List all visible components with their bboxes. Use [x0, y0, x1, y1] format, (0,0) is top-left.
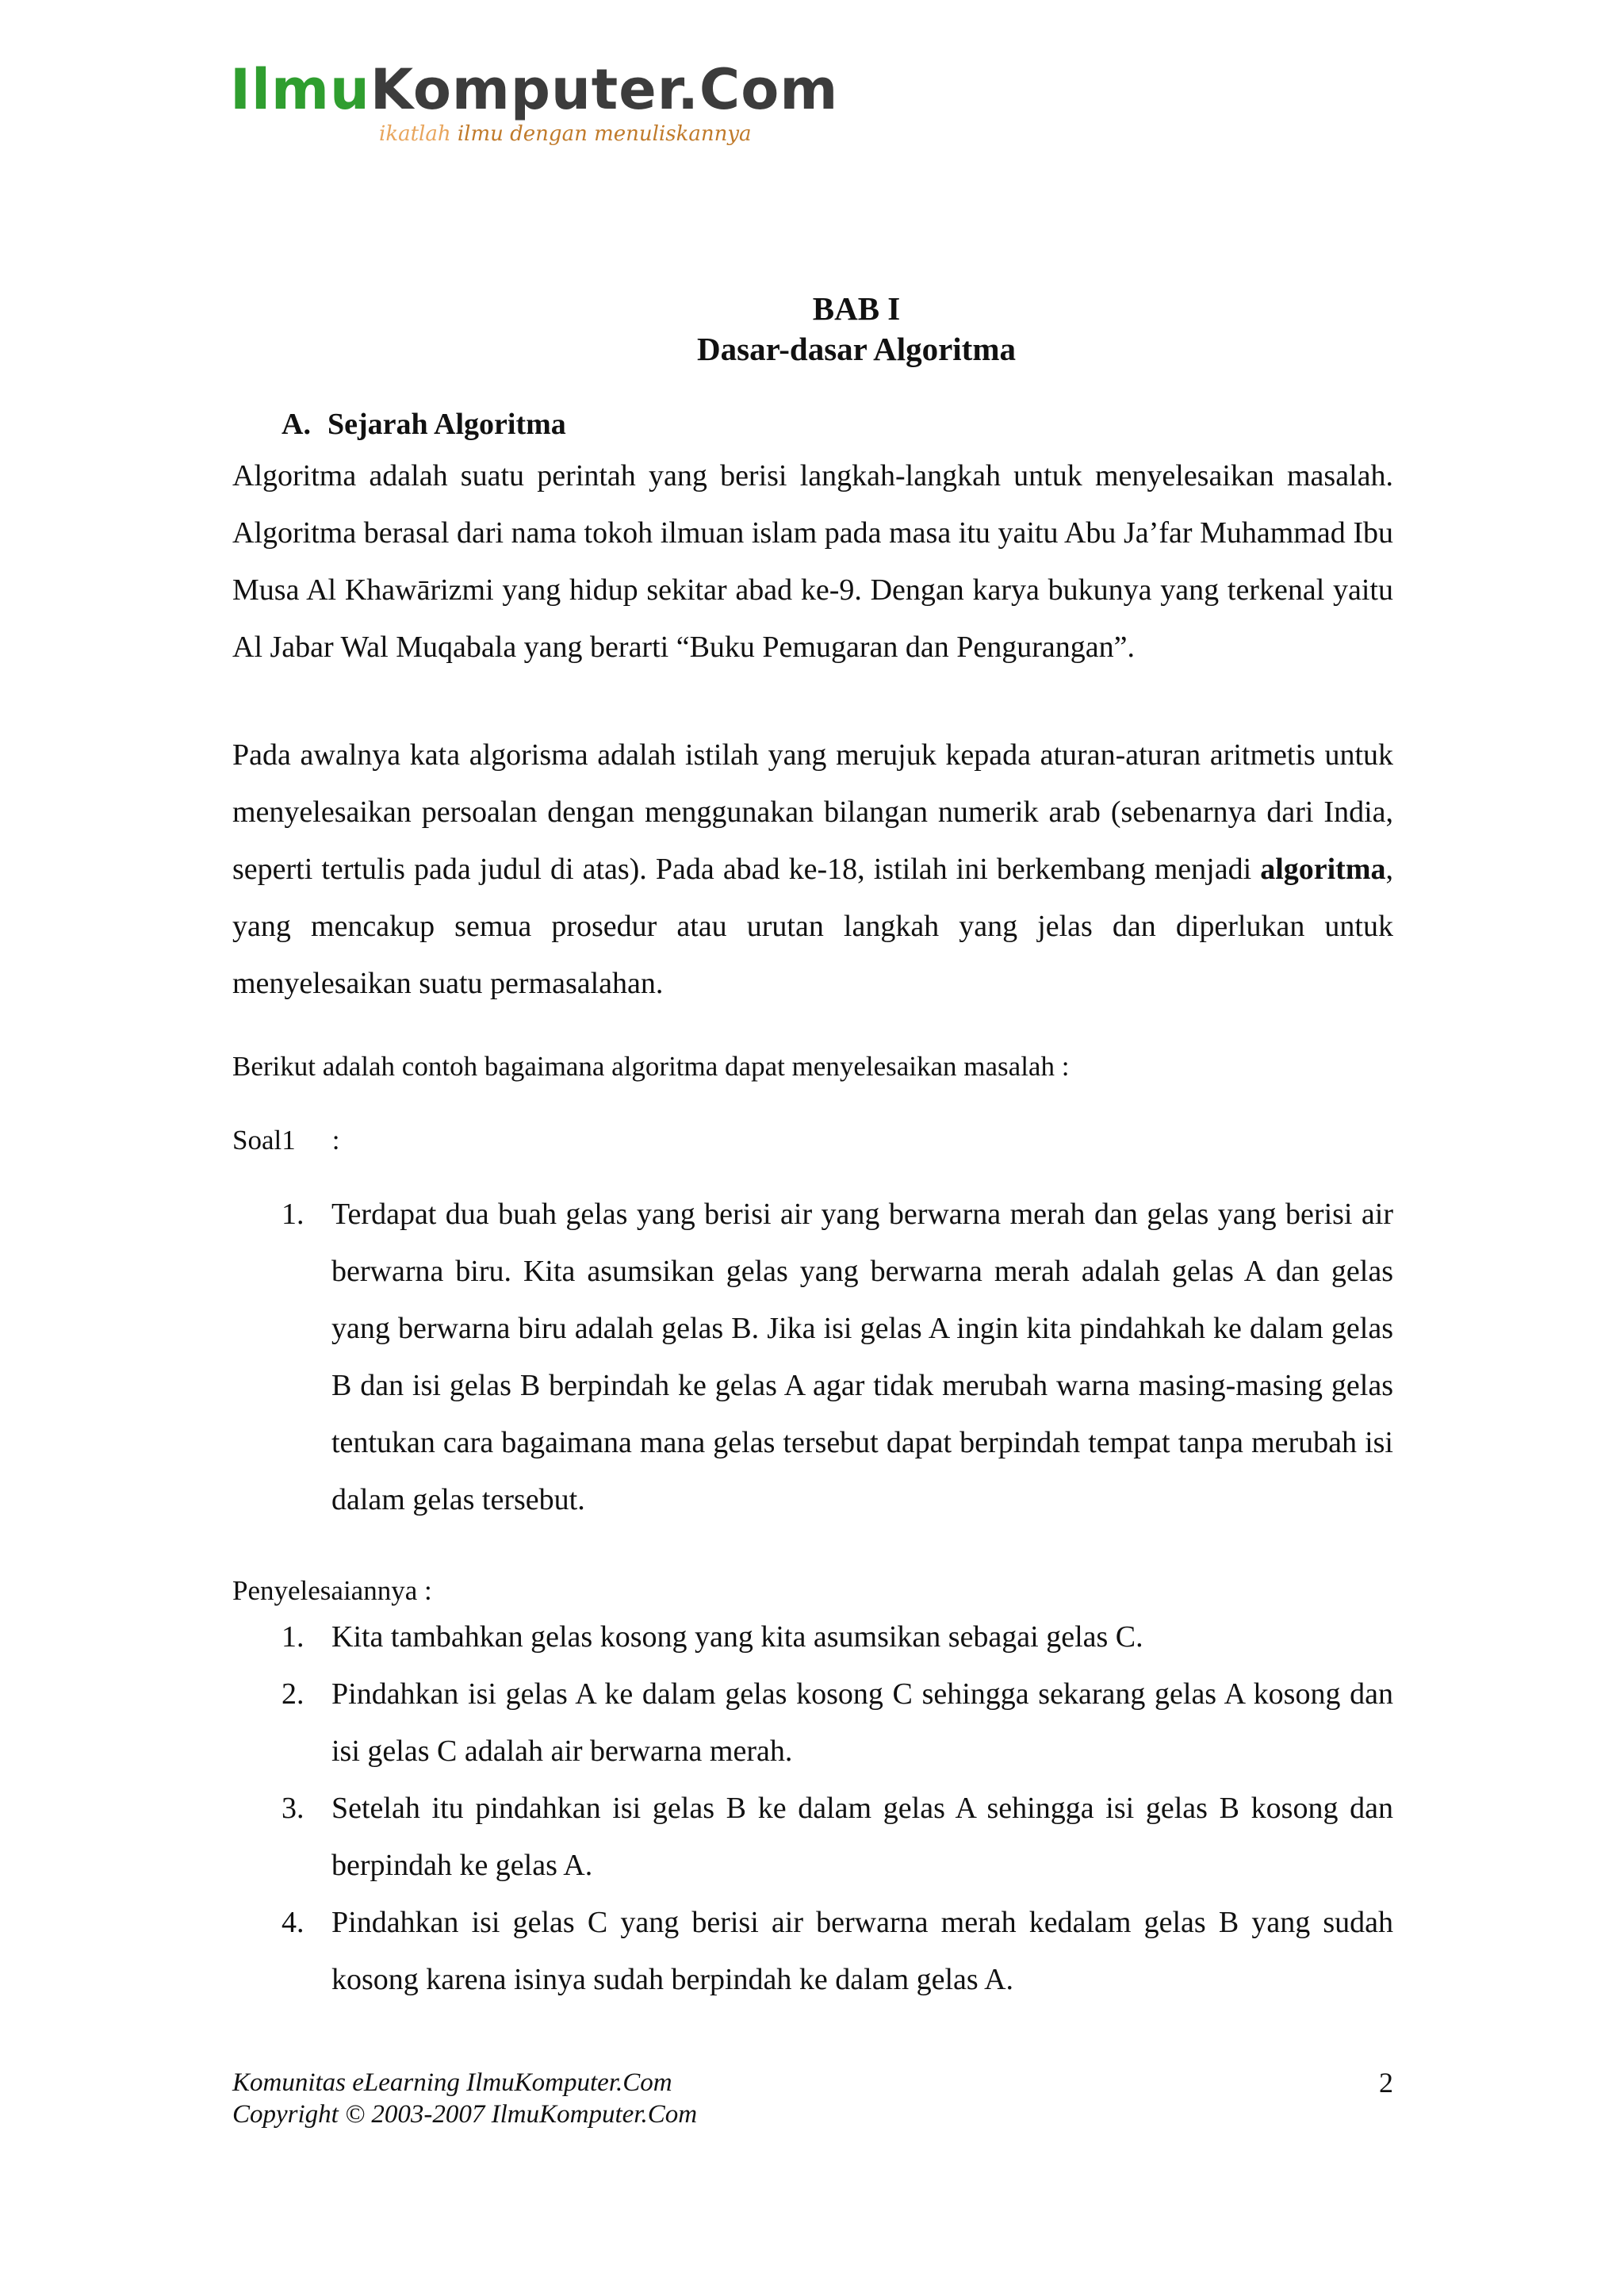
- list-item-text: Pindahkan isi gelas C yang berisi air berwarna merah kedalam gelas B yang sudah kosong karena isinya sudah berpindah ke dalam gelas A.: [331, 1906, 1393, 1997]
- chapter-heading: [232, 289, 1393, 370]
- paragraph-etymology-after: , yang mencakup semua prosedur atau urutan langkah yang jelas dan diperlukan untuk menyelesaikan suatu permasalahan.: [232, 852, 1393, 1000]
- list-item-text: Kita tambahkan gelas kosong yang kita asumsikan sebagai gelas C.: [331, 1620, 1143, 1654]
- list-item: [232, 1665, 1393, 1780]
- paragraph-history: Algoritma adalah suatu perintah yang berisi langkah-langkah untuk menyelesaikan masalah. Algoritma berasal dari nama tokoh ilmuan islam pada masa itu yaitu Abu Ja’far Muhammad Ibu Musa Al Khawārizmi yang hidup sekitar abad ke-9. Dengan karya bukunya yang terkenal yaitu Al Jabar Wal Muqabala yang berarti “Buku Pemugaran dan Pengurangan”.: [232, 458, 1393, 664]
- list-item-text: Pindahkan isi gelas A ke dalam gelas kosong C sehingga sekarang gelas A kosong dan isi gelas C adalah air berwarna merah.: [331, 1677, 1393, 1769]
- logo-wordmark-green: Ilmu: [230, 57, 370, 122]
- logo-wordmark: [230, 57, 839, 122]
- site-logo[interactable]: [230, 57, 839, 157]
- list-item-number: 1.: [282, 1197, 304, 1231]
- list-item-text: Setelah itu pindahkan isi gelas B ke dalam gelas A sehingga isi gelas B kosong dan berpindah ke gelas A.: [331, 1792, 1393, 1883]
- list-item: [232, 1894, 1393, 2008]
- logo-tagline: [379, 122, 752, 146]
- list-item: [232, 1780, 1393, 1894]
- page-footer: [232, 2067, 1393, 2130]
- paragraph-etymology-before: Pada awalnya kata algorisma adalah istilah yang merujuk kepada aturan-aturan aritmetis untuk menyelesaikan persoalan dengan menggunakan bilangan numerik arab (sebenarnya dari India, seperti tertulis pada judul di atas). Pada abad ke-18, istilah ini berkembang menjadi: [232, 738, 1393, 886]
- logo-tagline-part-a: ikatlah: [379, 122, 458, 146]
- list-item-number: 4.: [282, 1906, 304, 1940]
- document-body: [232, 289, 1393, 2008]
- chapter-title: Dasar-dasar Algoritma: [697, 331, 1016, 368]
- list-item: [232, 1608, 1393, 1665]
- page-number: 2: [1379, 2067, 1393, 2099]
- footer-copyright: Copyright © 2003-2007 IlmuKomputer.Com: [232, 2100, 698, 2129]
- paragraph-etymology: [232, 726, 1393, 1012]
- list-item-number: 3.: [282, 1792, 304, 1826]
- logo-tagline-part-b: ilmu dengan menuliskannya: [457, 122, 752, 146]
- list-item: [232, 1186, 1393, 1528]
- list-item-number: 1.: [282, 1620, 304, 1654]
- list-item-number: 2.: [282, 1677, 304, 1711]
- chapter-label: BAB I: [812, 290, 901, 327]
- section-heading: [282, 405, 1393, 444]
- section-title: Sejarah Algoritma: [327, 407, 566, 441]
- problem-label-text: Soal1: [232, 1125, 296, 1156]
- solution-label: Penyelesaiannya :: [232, 1574, 432, 1606]
- solution-list: [232, 1608, 1393, 2008]
- logo-wordmark-gray: Komputer.Com: [370, 57, 839, 122]
- list-item-text: Terdapat dua buah gelas yang berisi air yang berwarna merah dan gelas yang berisi air berwarna biru. Kita asumsikan gelas yang berwarna merah adalah gelas A dan gelas yang berwarna biru adalah gelas B. Jika isi gelas A ingin kita pindahkah ke dalam gelas B dan isi gelas B berpindah ke gelas A agar tidak merubah warna masing-masing gelas tentukan cara bagaimana mana gelas tersebut dapat berpindah tempat tanpa merubah isi dalam gelas tersebut.: [331, 1197, 1393, 1516]
- footer-community: Komunitas eLearning IlmuKomputer.Com: [232, 2068, 672, 2097]
- problem-label: [232, 1122, 1393, 1159]
- section-letter: A.: [282, 407, 311, 441]
- example-intro: Berikut adalah contoh bagaimana algoritma dapat menyelesaikan masalah :: [232, 1050, 1070, 1082]
- problem-list: [232, 1186, 1393, 1528]
- paragraph-etymology-bold: algoritma: [1260, 852, 1386, 886]
- problem-label-colon: :: [331, 1125, 340, 1156]
